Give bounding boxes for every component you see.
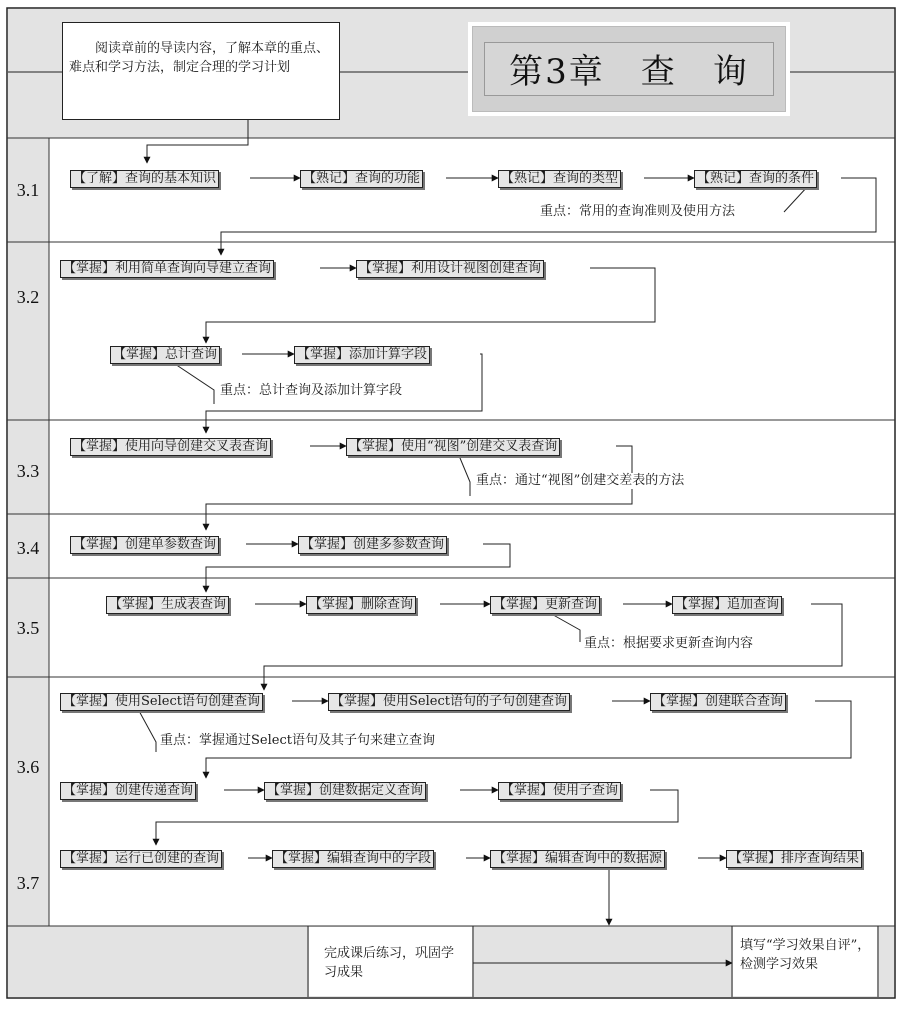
topic-box: 【掌握】运行已创建的查询 [60, 850, 222, 868]
key-point-note: 重点：总计查询及添加计算字段 [220, 383, 403, 398]
topic-box: 【掌握】更新查询 [490, 596, 600, 614]
intro-text: 阅读章前的导读内容，了解本章的重点、难点和学习方法，制定合理的学习计划 [62, 22, 340, 120]
key-point-note: 重点：掌握通过Select语句及其子句来建立查询 [160, 733, 435, 748]
evaluate-step: 填写“学习效果自评”，检测学习效果 [740, 938, 871, 972]
practice-step: 完成课后练习，巩固学习成果 [324, 946, 455, 980]
topic-box: 【掌握】利用设计视图创建查询 [356, 260, 544, 278]
section-label-3-5: 3.5 [16, 618, 40, 638]
topic-box: 【掌握】使用Select语句创建查询 [60, 693, 263, 711]
topic-box: 【掌握】使用Select语句的子句创建查询 [328, 693, 570, 711]
topic-box: 【熟记】查询的条件 [694, 170, 817, 188]
topic-box: 【了解】查询的基本知识 [70, 170, 219, 188]
section-label-3-2: 3.2 [16, 287, 40, 307]
topic-box: 【掌握】使用向导创建交叉表查询 [70, 438, 271, 456]
section-label-3-4: 3.4 [16, 538, 40, 558]
topic-box: 【掌握】利用简单查询向导建立查询 [60, 260, 274, 278]
topic-box: 【掌握】排序查询结果 [726, 850, 862, 868]
topic-box: 【掌握】编辑查询中的数据源 [490, 850, 665, 868]
section-label-3-6: 3.6 [16, 757, 40, 777]
topic-box: 【掌握】添加计算字段 [294, 346, 430, 364]
key-point-note: 重点：根据要求更新查询内容 [584, 636, 754, 651]
key-point-note: 重点：常用的查询准则及使用方法 [540, 204, 736, 219]
topic-box: 【掌握】编辑查询中的字段 [272, 850, 434, 868]
topic-box: 【掌握】创建联合查询 [650, 693, 786, 711]
topic-box: 【掌握】创建单参数查询 [70, 536, 219, 554]
topic-box: 【掌握】追加查询 [672, 596, 782, 614]
key-point-note: 重点：通过“视图”创建交差表的方法 [476, 473, 685, 488]
topic-box: 【掌握】使用子查询 [498, 782, 621, 800]
section-label-3-1: 3.1 [16, 180, 40, 200]
chapter-title-box [468, 22, 790, 116]
topic-box: 【掌握】使用“视图”创建交叉表查询 [346, 438, 560, 456]
topic-box: 【熟记】查询的类型 [498, 170, 621, 188]
topic-box: 【掌握】生成表查询 [106, 596, 229, 614]
topic-box: 【掌握】删除查询 [306, 596, 416, 614]
chapter-title: 第3章 查 询 [509, 52, 749, 92]
topic-box: 【掌握】创建多参数查询 [298, 536, 447, 554]
section-label-3-7: 3.7 [16, 873, 40, 893]
topic-box: 【掌握】创建传递查询 [60, 782, 196, 800]
topic-box: 【掌握】创建数据定义查询 [264, 782, 426, 800]
topic-box: 【掌握】总计查询 [110, 346, 220, 364]
section-label-3-3: 3.3 [16, 461, 40, 481]
topic-box: 【熟记】查询的功能 [300, 170, 423, 188]
